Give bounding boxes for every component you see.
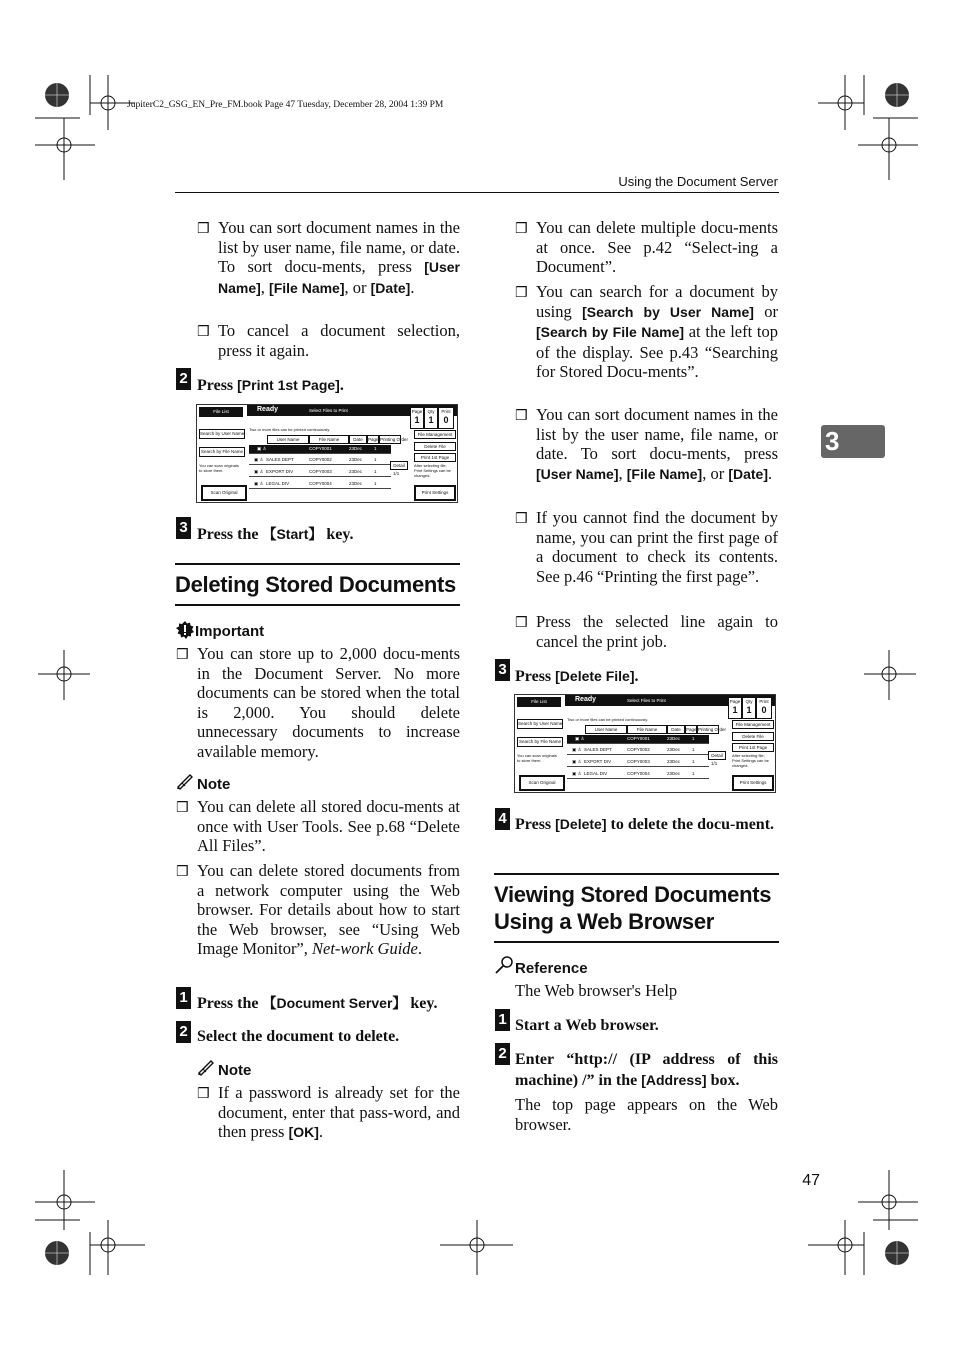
screen-row: ▣ ♙ EXPORT DIV COPY0003 23Dec 1: [567, 758, 709, 767]
screen-col-order: Printing Order: [380, 437, 409, 442]
screen-pager: 1/1: [393, 471, 400, 476]
screen-title-msg: Select Files to Print: [309, 408, 348, 413]
screen-left-note: You can scan originals to store them.: [517, 753, 557, 763]
page-number: 47: [802, 1172, 820, 1189]
screen-print-settings-button: Print Settings: [414, 485, 456, 501]
right-bullet-sort: You can sort document names in the list by the user name, file name, or date. To sort docu-ments, press [User Name], [File Name], or [Date].: [536, 405, 778, 483]
step-press-delete-file: Press [Delete File].: [515, 668, 639, 685]
step-number: 2: [176, 368, 191, 390]
checkbox-bullet: ❒: [515, 285, 528, 301]
checkbox-bullet: ❒: [515, 615, 528, 631]
note-text-web-browser: You can delete stored documents from a network computer using the Web browser. For details about how to start the Web browser, see “Using Web Image Monitor”, Net-work Guide.: [197, 861, 460, 958]
step-number: 2: [495, 1043, 510, 1065]
screen-col-user: User Name: [585, 725, 627, 734]
screen-search-user-button: Search by User Name: [517, 719, 563, 729]
right-bullet-print-first-page: If you cannot find the document by name, you can print the first page of a document to check its contents. See p.46 “Printing the first page”.: [536, 508, 778, 586]
screen-scan-original-button: Scan Original: [201, 485, 247, 501]
important-icon: [176, 621, 194, 639]
step-press-start: Press the 【Start】 key.: [197, 526, 354, 543]
section-title-viewing: Viewing Stored Documents Using a Web Browser: [494, 882, 772, 934]
screen-counter-qty: Qty 1: [742, 697, 756, 719]
step-top-page-text: The top page appears on the Web browser.: [515, 1095, 778, 1134]
step-number: 2: [176, 1021, 191, 1043]
screen-right-note: After selecting file, Print Settings can be changed.: [414, 463, 451, 478]
reference-icon: [494, 956, 514, 974]
screen-counter-page: Page 1: [728, 697, 742, 719]
screen-scan-original-button: Scan Original: [519, 775, 565, 791]
screen-file-management-button: File Management: [732, 720, 774, 729]
screen-row: ▣ ♙ LEGAL DIV COPY0004 23Dec 1: [567, 770, 709, 779]
screen-col-page: Page: [686, 727, 697, 732]
screen-search-user-button: Search by User Name: [199, 429, 245, 439]
screen-delete-file-button: Delete File: [732, 732, 774, 741]
screen-col-user: User Name: [267, 435, 309, 444]
header-rule: [175, 192, 779, 193]
screen-row: ▣ ♙ EXPORT DIV COPY0003 23Dec 1: [249, 468, 391, 477]
screen-row: ▣ ♙ COPY0001 23Dec 1: [567, 735, 709, 744]
screen-search-file-button: Search by File Name: [199, 447, 245, 457]
step-enter-address: Enter “http:// (IP address of this machine) /” in the [Address] box.: [515, 1051, 778, 1089]
step-number: 4: [495, 808, 510, 830]
right-bullet-cancel-print: Press the selected line again to cancel the print job.: [536, 612, 778, 651]
step-number: 3: [176, 517, 191, 539]
screen-file-list-tab: File List: [199, 407, 243, 417]
checkbox-bullet: ❒: [515, 221, 528, 237]
right-bullet-search: You can search for a document by using [Search by User Name] or [Search by File Name] at the left top of the display. See p.43 “Searching for Stored Docu-ments”.: [536, 282, 778, 381]
screen-counter-qty: Qty 1: [424, 407, 438, 429]
screen-status: Ready: [575, 696, 597, 703]
screen-detail-button: Detail: [390, 461, 408, 470]
screen-pager: 1/1: [711, 761, 718, 766]
right-bullet-delete-multiple: You can delete multiple docu-ments at once. See p.42 “Select-ing a Document”.: [536, 218, 778, 276]
note-text-password: If a password is already set for the document, enter that pass-word, and then press [OK].: [218, 1083, 460, 1141]
chapter-tab: 3: [821, 425, 885, 458]
screen-counter-page: Page 1: [410, 407, 424, 429]
reference-label: Reference: [515, 960, 588, 977]
note-label: Note: [197, 776, 231, 793]
screen-print-first-page: [196, 404, 458, 503]
checkbox-bullet: ❒: [197, 221, 210, 237]
book-info-line: JupiterC2_GSG_EN_Pre_FM.book Page 47 Tuesday, December 28, 2004 1:39 PM: [127, 100, 444, 110]
checkbox-bullet: ❒: [515, 408, 528, 424]
screen-info: Two or more files can be printed continuously.: [567, 717, 649, 722]
screen-right-note: After selecting file, Print Settings can be changed.: [732, 753, 769, 768]
step-number: 3: [495, 659, 510, 681]
checkbox-bullet: ❒: [197, 1086, 210, 1102]
screen-search-file-button: Search by File Name: [517, 737, 563, 747]
checkbox-bullet: ❒: [197, 324, 210, 340]
screen-file-list-tab: File List: [517, 697, 561, 707]
screen-delete-file: [514, 694, 776, 793]
screen-detail-button: Detail: [708, 751, 726, 760]
screen-col-date: Date: [349, 435, 367, 444]
screen-col-order: Printing Order: [698, 727, 727, 732]
note-icon: [197, 1059, 215, 1075]
reference-text: The Web browser's Help: [515, 981, 678, 1000]
note-icon: [176, 773, 194, 789]
screen-counter-print: Print 0: [756, 697, 772, 719]
screen-row: ▣ ♙ COPY0001 23Dec 1: [249, 445, 391, 454]
step-print-1st-page: Press [Print 1st Page].: [197, 377, 344, 394]
checkbox-bullet: ❒: [176, 800, 189, 816]
screen-print-1st-page-button: Print 1st Page: [414, 453, 456, 462]
step-press-delete: Press [Delete] to delete the docu-ment.: [515, 816, 775, 833]
checkbox-bullet: ❒: [515, 511, 528, 527]
step-start-web-browser: Start a Web browser.: [515, 1017, 659, 1034]
section-rule-bottom: [175, 604, 460, 606]
note-label: Note: [218, 1062, 252, 1079]
note-text-user-tools: You can delete all stored docu-ments at once with User Tools. See p.68 “Delete All Files”.: [197, 797, 460, 855]
screen-col-date: Date: [667, 725, 685, 734]
screen-print-settings-button: Print Settings: [732, 775, 774, 791]
step-number: 1: [176, 987, 191, 1009]
important-label: Important: [195, 623, 265, 640]
checkbox-bullet: ❒: [176, 864, 189, 880]
screen-col-page: Page: [368, 437, 379, 442]
screen-delete-file-button: Delete File: [414, 442, 456, 451]
screen-row: ▣ ♙ SALES DEPT COPY0002 23Dec 1: [567, 746, 709, 755]
screen-row: ▣ ♙ LEGAL DIV COPY0004 23Dec 1: [249, 480, 391, 489]
running-title: Using the Document Server: [618, 174, 778, 189]
section-title-deleting: Deleting Stored Documents: [175, 572, 456, 597]
left-bullet-cancel: To cancel a document selection, press it again.: [218, 321, 460, 360]
step-select-document: Select the document to delete.: [197, 1028, 400, 1045]
screen-status: Ready: [257, 406, 279, 413]
step-number: 1: [495, 1009, 510, 1031]
screen-counter-print: Print 0: [438, 407, 454, 429]
left-bullet-sort: You can sort document names in the list by user name, file name, or date. To sort docu-ments, press [User Name], [File Name], or [Date].: [218, 218, 460, 297]
step-press-document-server: Press the 【Document Server】 key.: [197, 995, 438, 1012]
screen-title-msg: Select Files to Print: [627, 698, 666, 703]
important-text: You can store up to 2,000 docu-ments in the Document Server. No more documents can be stored when the total is 2,000. You should delete unnecessary documents to increase available memory.: [197, 644, 460, 761]
screen-col-file: File Name: [309, 435, 349, 444]
screen-print-1st-page-button: Print 1st Page: [732, 743, 774, 752]
section-rule-top: [175, 563, 460, 565]
screen-col-file: File Name: [627, 725, 667, 734]
screen-left-note: You can scan originals to store them.: [199, 463, 239, 473]
checkbox-bullet: ❒: [176, 647, 189, 663]
screen-info: Two or more files can be printed continuously.: [249, 427, 331, 432]
section-rule-bottom: [494, 941, 779, 943]
screen-row: ▣ ♙ SALES DEPT COPY0002 23Dec 1: [249, 456, 391, 465]
screen-file-management-button: File Management: [414, 430, 456, 439]
section-rule-top: [494, 873, 779, 875]
